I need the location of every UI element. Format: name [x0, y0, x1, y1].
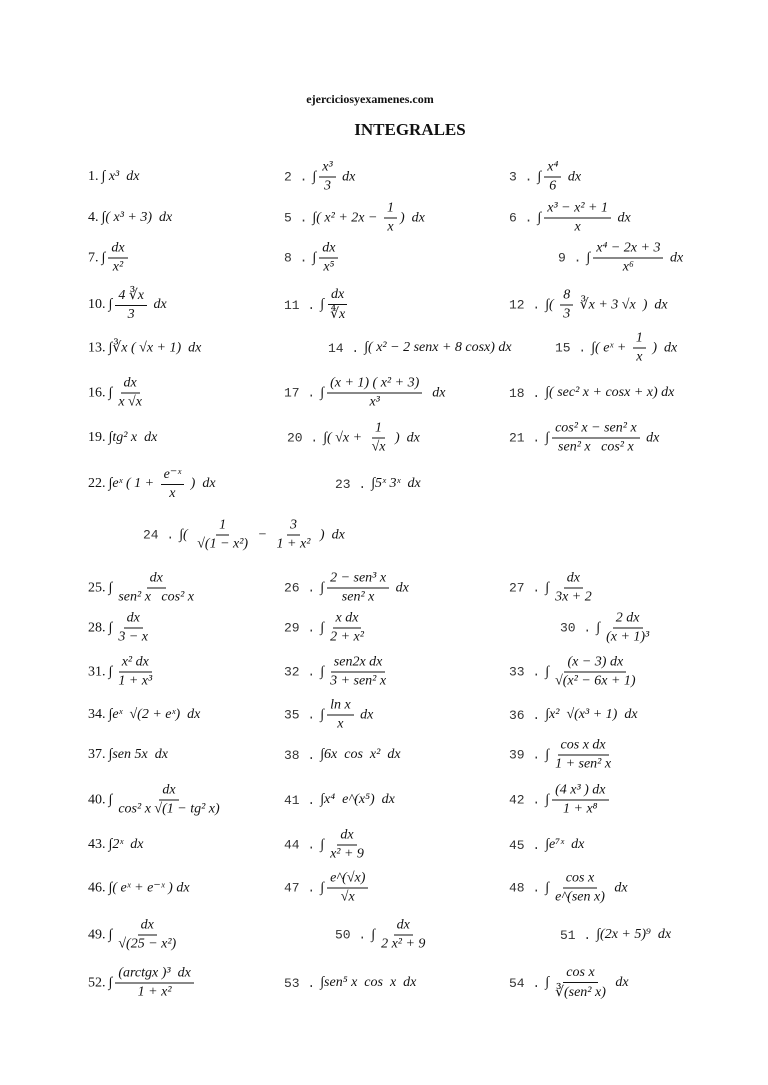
fraction — [552, 871, 608, 906]
exercise-number: 7. — [88, 250, 99, 265]
exercise-26 — [284, 571, 409, 606]
expression-text: ∫ — [537, 210, 542, 225]
denominator: 3 — [563, 306, 571, 322]
expression-text: ∫ — [320, 297, 325, 312]
exercise-number: 45 . — [509, 837, 541, 853]
expression-text: ∫5ˣ 3ˣ dx — [371, 476, 421, 491]
numerator: dx — [108, 241, 127, 259]
exercise-3 — [509, 160, 581, 195]
exercise-29 — [284, 611, 370, 646]
numerator: 1 — [384, 201, 397, 219]
numerator: e^(√x) — [327, 871, 368, 889]
numerator: sen2x dx — [331, 655, 386, 673]
expression-text: − — [254, 527, 271, 542]
exercise-number: 10. — [88, 297, 106, 312]
denominator: sen² x cos² x — [118, 589, 194, 605]
denominator: √(1 − x²) — [197, 536, 249, 552]
exercise-22 — [88, 466, 216, 502]
expression-text: ∫ — [320, 837, 325, 852]
denominator: 1 + x² — [276, 536, 311, 552]
fraction — [115, 966, 193, 1001]
fraction — [327, 376, 422, 411]
numerator: cos² x − sen² x — [552, 421, 640, 439]
expression-text: ∫ — [320, 580, 325, 595]
exercise-15 — [555, 331, 677, 366]
numerator: dx — [147, 571, 166, 589]
denominator: 1 + x² — [137, 984, 172, 1000]
denominator: x² + 9 — [330, 846, 364, 862]
numerator: dx — [124, 611, 143, 629]
exercise-30 — [560, 611, 655, 646]
expression-text: ∫( eˣ + e⁻ˣ ) dx — [108, 880, 190, 896]
exercise-8 — [284, 241, 341, 276]
expression-text: dx — [149, 297, 167, 312]
exercise-14 — [328, 340, 512, 356]
denominator: x⁵ — [323, 259, 335, 275]
denominator: √x — [340, 889, 355, 905]
exercise-40 — [88, 783, 226, 818]
expression-text: ∫ — [320, 707, 325, 722]
exercise-number: 24 . — [143, 527, 175, 543]
fraction — [115, 571, 197, 606]
denominator: 1 + sen² x — [555, 756, 612, 772]
fraction — [633, 331, 646, 366]
fraction — [552, 571, 595, 606]
numerator: x⁴ − 2x + 3 — [593, 241, 663, 259]
denominator: 3 − x — [118, 629, 149, 645]
exercise-28 — [88, 611, 154, 646]
denominator: ∜x — [330, 307, 346, 322]
exercise-54 — [509, 965, 629, 1001]
exercise-53 — [284, 975, 416, 991]
exercise-number: 16. — [88, 385, 106, 400]
expression-text: ∫x² √(x³ + 1) dx — [545, 707, 638, 722]
fraction — [274, 518, 314, 553]
fraction — [369, 421, 389, 456]
denominator: 1 + x³ — [118, 673, 153, 689]
exercise-52 — [88, 966, 197, 1001]
numerator: dx — [319, 241, 338, 259]
expression-text: dx — [564, 169, 582, 184]
exercise-number: 49. — [88, 927, 106, 942]
fraction — [327, 871, 368, 906]
numerator: 1 — [633, 331, 646, 349]
expression-text: ∫ — [320, 664, 325, 679]
exercise-46 — [88, 880, 190, 897]
fraction — [593, 241, 663, 276]
numerator: dx — [159, 783, 178, 801]
denominator: x — [636, 349, 643, 365]
fraction — [327, 571, 389, 606]
exercise-number: 17 . — [284, 385, 316, 401]
expression-text: ∫ — [371, 927, 376, 942]
fraction — [108, 241, 127, 276]
denominator: √(25 − x²) — [118, 936, 177, 952]
denominator: sen² x — [341, 589, 375, 605]
fraction — [115, 655, 155, 690]
exercise-number: 43. — [88, 837, 106, 852]
exercise-41 — [284, 792, 395, 808]
numerator: 1 — [372, 421, 385, 439]
fraction — [115, 783, 222, 818]
exercise-number: 46. — [88, 880, 106, 895]
exercise-number: 18 . — [509, 385, 541, 401]
expression-text: dx — [611, 975, 629, 990]
expression-text: ∫ — [320, 880, 325, 895]
expression-text: ∫( eˣ + — [591, 340, 630, 355]
exercise-number: 14 . — [328, 340, 360, 356]
expression-text: ∫ — [586, 250, 591, 265]
expression-text: ∫ — [312, 169, 317, 184]
exercise-number: 28. — [88, 620, 106, 635]
exercise-number: 48 . — [509, 880, 541, 896]
exercise-44 — [284, 828, 370, 863]
exercise-31 — [88, 655, 158, 690]
expression-text: ) dx — [399, 210, 425, 225]
exercise-number: 3 . — [509, 169, 533, 185]
expression-text: ∫( — [545, 297, 558, 312]
expression-text: ∫ — [108, 975, 113, 990]
expression-text: ∫( — [179, 527, 192, 542]
expression-text: ∫ — [108, 927, 113, 942]
exercise-number: 42 . — [509, 792, 541, 808]
expression-text: ∫∛x ( √x + 1) dx — [108, 340, 202, 356]
numerator: dx — [394, 918, 413, 936]
fraction — [552, 738, 614, 773]
exercise-number: 36 . — [509, 707, 541, 723]
exercise-4 — [88, 210, 172, 226]
denominator: sen² x cos² x — [558, 439, 634, 455]
expression-text: ) dx — [648, 340, 678, 355]
exercise-number: 2 . — [284, 169, 308, 185]
expression-text: ∫(2x + 5)⁹ dx — [596, 927, 672, 942]
exercise-number: 54 . — [509, 975, 541, 991]
exercise-13 — [88, 340, 201, 357]
denominator: ∛(sen² x) — [555, 985, 606, 1000]
exercise-38 — [284, 747, 401, 763]
expression-text: ∫( sec² x + cosx + x) dx — [545, 385, 675, 400]
numerator: dx — [121, 376, 140, 394]
expression-text: ∫ — [108, 580, 113, 595]
exercise-number: 15 . — [555, 340, 587, 356]
exercise-number: 47 . — [284, 880, 316, 896]
fraction — [327, 698, 354, 733]
expression-text: ) dx — [187, 476, 216, 491]
expression-text: dx — [610, 880, 628, 895]
expression-text: ∫ — [545, 580, 550, 595]
fraction — [161, 466, 185, 502]
exercise-17 — [284, 376, 445, 411]
denominator: x³ — [369, 394, 380, 410]
denominator: x² — [112, 259, 124, 275]
exercise-5 — [284, 201, 425, 236]
numerator: dx — [337, 828, 356, 846]
exercise-number: 34. — [88, 707, 106, 722]
numerator: 2 − sen³ x — [327, 571, 389, 589]
fraction — [327, 287, 348, 323]
fraction — [327, 828, 367, 863]
numerator: 4 ∛x — [115, 287, 147, 306]
exercise-number: 32 . — [284, 664, 316, 680]
expression-text: ∫ — [596, 620, 601, 635]
numerator: x³ — [319, 160, 335, 178]
expression-text: ∫( x² − 2 senx + 8 cosx) dx — [364, 340, 512, 355]
numerator: 3 — [287, 518, 300, 536]
expression-text: ∫ — [545, 747, 550, 762]
exercise-18 — [509, 385, 674, 401]
exercise-27 — [509, 571, 598, 606]
denominator: 6 — [549, 178, 557, 194]
expression-text: ∫ — [108, 620, 113, 635]
numerator: x⁴ — [544, 160, 561, 178]
exercise-number: 12 . — [509, 297, 541, 313]
exercise-number: 20 . — [287, 430, 319, 446]
exercise-33 — [509, 655, 642, 690]
fraction — [115, 918, 179, 953]
exercise-34 — [88, 707, 200, 723]
exercise-35 — [284, 698, 373, 733]
expression-text: ∫ x³ dx — [101, 169, 140, 184]
exercise-2 — [284, 160, 355, 195]
exercise-number: 51 . — [560, 927, 592, 943]
expression-text: ∫ — [320, 385, 325, 400]
exercise-19 — [88, 430, 157, 446]
page-title: INTEGRALES — [354, 120, 466, 139]
exercise-number: 29 . — [284, 620, 316, 636]
numerator: dx — [138, 918, 157, 936]
numerator: 1 — [216, 518, 229, 536]
exercise-number: 21 . — [509, 430, 541, 446]
numerator: e⁻ˣ — [161, 466, 185, 485]
expression-text: ∫sen 5x dx — [108, 747, 168, 762]
exercise-number: 11 . — [284, 297, 316, 313]
expression-text: dx — [666, 250, 684, 265]
exercise-16 — [88, 376, 148, 411]
expression-text: ∛x + 3 √x ) dx — [576, 297, 668, 313]
expression-text: ∫eˣ ( 1 + — [108, 476, 158, 491]
expression-text: ∫eˣ √(2 + eˣ) dx — [108, 707, 201, 722]
denominator: cos² x √(1 − tg² x) — [118, 801, 220, 817]
expression-text: dx — [392, 580, 409, 595]
exercise-number: 38 . — [284, 747, 316, 763]
denominator: √x — [371, 439, 386, 455]
fraction — [194, 518, 251, 553]
exercise-10 — [88, 287, 167, 323]
numerator: dx — [564, 571, 583, 589]
expression-text: ∫ — [108, 664, 113, 679]
fraction — [552, 421, 640, 456]
exercise-49 — [88, 918, 182, 953]
numerator: (x + 1) ( x² + 3) — [327, 376, 422, 394]
fraction — [327, 655, 389, 690]
expression-text: ∫ — [320, 620, 325, 635]
denominator: 2 + x² — [330, 629, 364, 645]
expression-text: ∫ — [101, 250, 106, 265]
fraction — [384, 201, 397, 236]
denominator: x — [169, 486, 176, 501]
denominator: 3 — [127, 307, 135, 322]
exercise-number: 50 . — [335, 927, 367, 943]
denominator: x √x — [118, 394, 142, 410]
expression-text: ∫ — [545, 975, 550, 990]
exercise-number: 22. — [88, 476, 106, 491]
fraction — [319, 241, 338, 276]
exercise-9 — [558, 241, 683, 276]
exercise-36 — [509, 707, 638, 723]
denominator: √(x² − 6x + 1) — [555, 673, 636, 689]
exercise-number: 6 . — [509, 210, 533, 226]
numerator: (x − 3) dx — [564, 655, 626, 673]
numerator: x dx — [333, 611, 362, 629]
exercise-42 — [509, 783, 612, 818]
exercise-39 — [509, 738, 617, 773]
exercise-number: 4. — [88, 210, 99, 225]
exercise-25 — [88, 571, 200, 606]
exercise-number: 52. — [88, 975, 106, 990]
fraction — [560, 288, 573, 323]
expression-text: ) dx — [316, 527, 345, 542]
exercise-11 — [284, 287, 351, 323]
expression-text: ) dx — [391, 430, 420, 445]
expression-text: ∫ — [545, 880, 550, 895]
exercise-number: 31. — [88, 664, 106, 679]
expression-text: dx — [425, 385, 446, 400]
exercise-number: 9 . — [558, 250, 582, 266]
exercise-number: 23 . — [335, 476, 367, 492]
expression-text: dx — [338, 169, 356, 184]
exercise-21 — [509, 421, 659, 456]
numerator: ln x — [327, 698, 354, 716]
exercise-number: 5 . — [284, 210, 308, 226]
exercise-24 — [143, 518, 345, 553]
exercise-45 — [509, 837, 584, 853]
exercise-6 — [509, 201, 631, 236]
exercise-number: 13. — [88, 340, 106, 355]
denominator: x — [337, 716, 344, 732]
exercise-number: 37. — [88, 747, 106, 762]
expression-text: ∫sen⁵ x cos x dx — [320, 975, 417, 990]
denominator: 3x + 2 — [555, 589, 592, 605]
numerator: 2 dx — [613, 611, 643, 629]
denominator: 3 + sen² x — [330, 673, 387, 689]
exercise-number: 35 . — [284, 707, 316, 723]
expression-text: ∫( √x + — [323, 430, 366, 445]
exercise-number: 26 . — [284, 580, 316, 596]
exercise-number: 27 . — [509, 580, 541, 596]
fraction — [552, 655, 639, 690]
exercise-number: 25. — [88, 580, 106, 595]
fraction — [327, 611, 367, 646]
denominator: e^(sen x) — [555, 889, 605, 905]
exercise-48 — [509, 871, 628, 906]
fraction — [378, 918, 428, 953]
exercise-number: 19. — [88, 430, 106, 445]
expression-text: ∫2ˣ dx — [108, 837, 144, 852]
expression-text: ∫ — [545, 664, 550, 679]
exercise-51 — [560, 927, 671, 943]
expression-text: ∫( x³ + 3) dx — [101, 210, 173, 225]
expression-text: ∫ — [108, 385, 113, 400]
exercise-1 — [88, 169, 139, 185]
expression-text: ∫e⁷ˣ dx — [545, 837, 585, 852]
expression-text: dx — [642, 430, 660, 445]
exercise-32 — [284, 655, 392, 690]
fraction — [544, 201, 611, 236]
expression-text: ∫tg² x dx — [108, 430, 158, 445]
exercise-12 — [509, 288, 668, 323]
expression-text: ∫ — [545, 430, 550, 445]
expression-text: dx — [356, 707, 374, 722]
numerator: cos x — [563, 871, 597, 889]
denominator: (x + 1)³ — [606, 629, 650, 645]
exercise-number: 1. — [88, 169, 99, 184]
expression-text: ∫( x² + 2x − — [312, 210, 381, 225]
expression-text: ∫x⁴ e^(x⁵) dx — [320, 792, 395, 807]
exercise-number: 30 . — [560, 620, 592, 636]
exercise-50 — [335, 918, 431, 953]
fraction — [115, 611, 151, 646]
exercise-20 — [287, 421, 420, 456]
numerator: x² dx — [119, 655, 152, 673]
numerator: x³ − x² + 1 — [544, 201, 611, 219]
fraction — [552, 783, 608, 818]
denominator: x — [574, 219, 581, 235]
expression-text: ∫ — [108, 297, 113, 312]
numerator: cos x — [563, 965, 597, 983]
exercise-47 — [284, 871, 371, 906]
expression-text: dx — [613, 210, 631, 225]
expression-text: ∫ — [537, 169, 542, 184]
exercise-number: 40. — [88, 792, 106, 807]
numerator: cos x dx — [558, 738, 609, 756]
exercise-number: 39 . — [509, 747, 541, 763]
exercise-37 — [88, 747, 168, 763]
expression-text: ∫6x cos x² dx — [320, 747, 401, 762]
expression-text: ∫ — [108, 792, 113, 807]
denominator: 3 — [323, 178, 331, 194]
numerator: (arctgx )³ dx — [115, 966, 193, 984]
numerator: 8 — [560, 288, 573, 306]
denominator: x⁶ — [622, 259, 634, 275]
expression-text: ∫ — [545, 792, 550, 807]
exercise-number: 8 . — [284, 250, 308, 266]
denominator: 1 + x⁸ — [563, 801, 598, 817]
numerator: dx — [328, 287, 347, 305]
site-url: ejerciciosyexamenes.com — [306, 92, 434, 106]
fraction — [319, 160, 335, 195]
exercise-7 — [88, 241, 131, 276]
fraction — [115, 376, 145, 411]
exercise-number: 33 . — [509, 664, 541, 680]
fraction — [544, 160, 561, 195]
fraction — [115, 287, 147, 323]
expression-text: ∫ — [312, 250, 317, 265]
exercise-number: 53 . — [284, 975, 316, 991]
denominator: x — [387, 219, 394, 235]
fraction — [552, 965, 609, 1001]
exercise-23 — [335, 476, 421, 492]
fraction — [603, 611, 652, 646]
exercise-number: 44 . — [284, 837, 316, 853]
numerator: (4 x³ ) dx — [552, 783, 608, 801]
exercise-number: 41 . — [284, 792, 316, 808]
denominator: 2 x² + 9 — [381, 936, 426, 952]
exercise-43 — [88, 837, 144, 853]
